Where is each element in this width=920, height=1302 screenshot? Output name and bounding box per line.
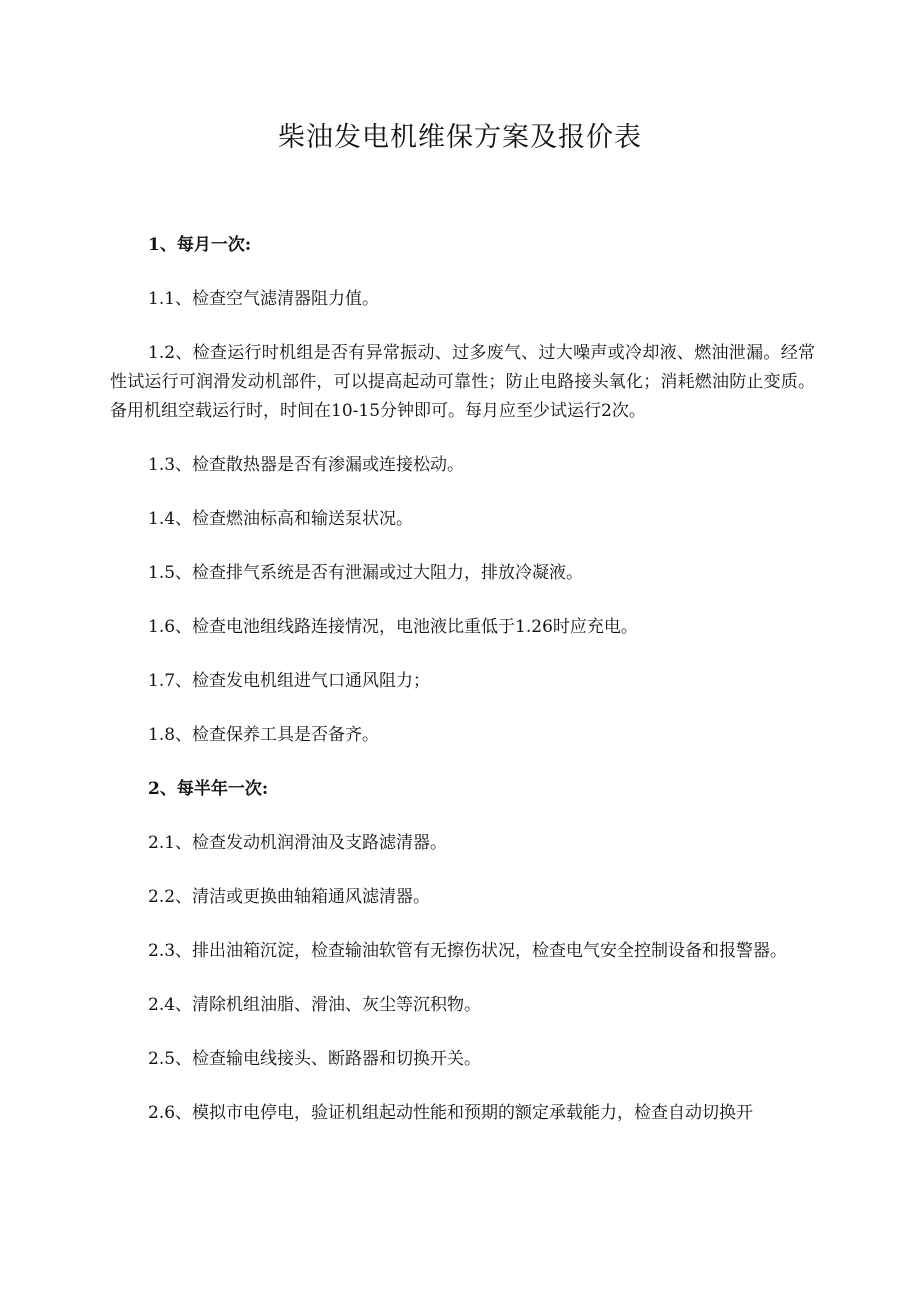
list-item: 1.4、检查燃油标高和输送泵状况。 [148,509,414,529]
list-item: 1.6、检查电池组线路连接情况，电池液比重低于1.26时应充电。 [148,617,638,637]
list-item: 2.5、检查输电线接头、断路器和切换开关。 [148,1049,482,1069]
section-heading-semiannual: 2、每半年一次: [148,779,269,799]
list-item: 1.3、检查散热器是否有渗漏或连接松动。 [148,455,465,475]
list-item: 1.7、检查发电机组进气口通风阻力； [148,671,431,691]
document-body [110,231,815,1153]
list-item: 1.8、检查保养工具是否备齐。 [148,725,380,745]
list-item: 2.1、检查发动机润滑油及支路滤清器。 [148,833,448,853]
list-item: 1.5、检查排气系统是否有泄漏或过大阻力，排放冷凝液。 [148,563,584,583]
section-heading-monthly: 1、每月一次: [148,235,252,255]
list-item: 2.6、模拟市电停电，验证机组起动性能和预期的额定承载能力，检查自动切换开 [148,1103,754,1123]
list-item: 1.2、检查运行时机组是否有异常振动、过多废气、过大噪声或冷却液、燃油泄漏。经常性试运行可润滑发动机部件，可以提高起动可靠性；防止电路接头氧化；消耗燃油防止变质。备用机组空载运行时，时间在10-15分钟即可。每月应至少试运行2次。 [110,343,815,421]
list-item: 2.2、清洁或更换曲轴箱通风滤清器。 [148,887,431,907]
list-item: 1.1、检查空气滤清器阻力值。 [148,289,380,309]
document-title: 柴油发电机维保方案及报价表 [278,122,642,153]
list-item: 2.3、排出油箱沉淀，检查输油软管有无擦伤状况，检查电气安全控制设备和报警器。 [148,941,788,961]
list-item: 2.4、清除机组油脂、滑油、灰尘等沉积物。 [148,995,482,1015]
